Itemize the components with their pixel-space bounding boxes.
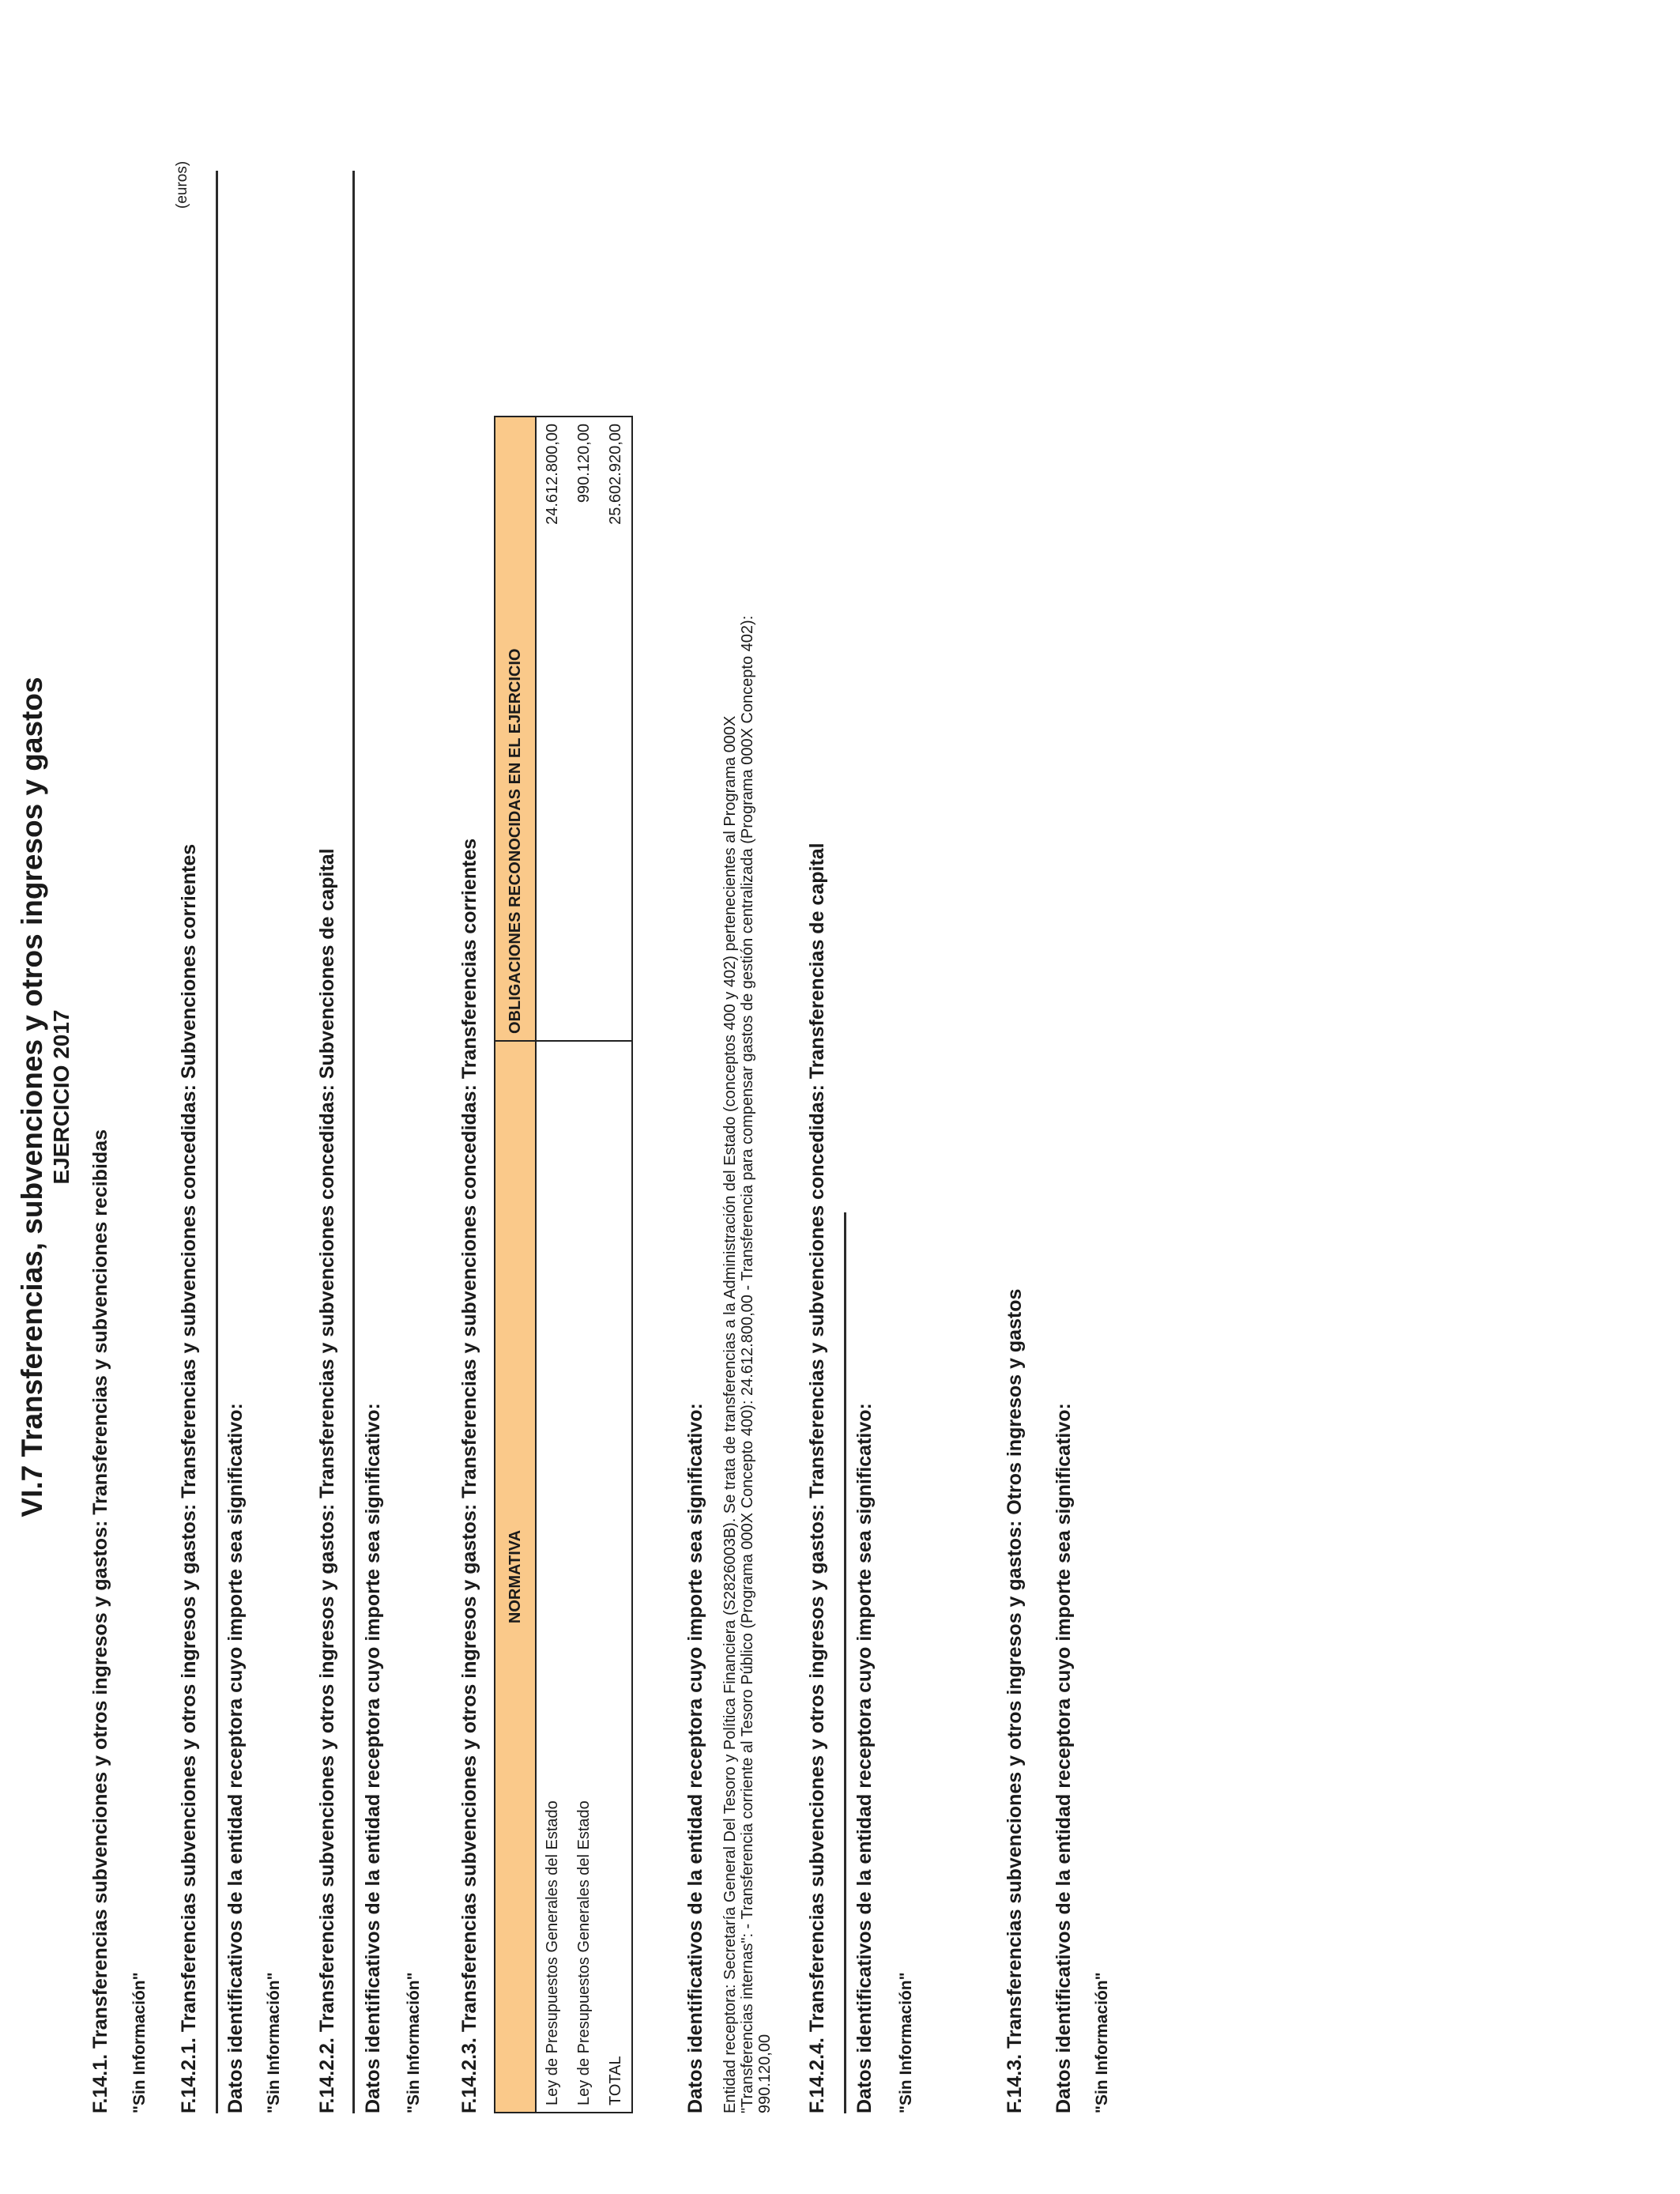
section-heading-f1421: F.14.2.1. Transferencias subvenciones y otros ingresos y gastos: Transferencias y subvenciones concedidas: Subvenciones corrientes: [178, 843, 200, 2113]
datos-identificativos-label: Datos identificativos de la entidad receptora cuyo importe sea significativo:: [684, 1403, 706, 2113]
section-heading-f1423: F.14.2.3. Transferencias subvenciones y otros ingresos y gastos: Transferencias y subvenciones concedidas: Transferencias corrientes: [458, 838, 480, 2113]
column-header-obligaciones: OBLIGACIONES RECONOCIDAS EN EL EJERCICIO: [495, 417, 536, 1041]
sin-informacion-f143: "Sin Información": [1093, 1972, 1111, 2113]
datos-identificativos-label: Datos identificativos de la entidad receptora cuyo importe sea significativo:: [853, 1403, 876, 2113]
section-heading-f1424: F.14.2.4. Transferencias subvenciones y otros ingresos y gastos: Transferencias y subvenciones concedidas: Transferencias de capital: [806, 843, 828, 2113]
datos-identificativos-label: Datos identificativos de la entidad receptora cuyo importe sea significativo:: [224, 1403, 247, 2113]
obligaciones-table: [494, 416, 633, 2113]
section-heading-f141: F.14.1. Transferencias subvenciones y otros ingresos y gastos: Transferencias y subvenciones recibidas: [89, 1129, 111, 2113]
transferencias-amount-line: 990.120,00: [756, 2034, 774, 2113]
section-divider: [844, 1212, 846, 2113]
amount-cell: 990.120,00: [568, 417, 600, 1041]
sin-informacion-f1424: "Sin Información": [897, 1972, 915, 2113]
normativa-cell: Ley de Presupuestos Generales del Estado: [568, 1041, 600, 2113]
section-divider: [216, 171, 218, 2113]
units-label: (euros): [174, 160, 190, 209]
normativa-cell: Ley de Presupuestos Generales del Estado: [536, 1041, 568, 2113]
total-amount-cell: 25.602.920,00: [600, 417, 632, 1041]
section-divider: [352, 171, 355, 2113]
amount-cell: 24.612.800,00: [536, 417, 568, 1041]
datos-identificativos-label: Datos identificativos de la entidad receptora cuyo importe sea significativo:: [362, 1403, 384, 2113]
sin-informacion-f141: "Sin Información": [130, 1972, 149, 2113]
page-subtitle: EJERCICIO 2017: [49, 1009, 73, 1185]
table-total-row: [600, 417, 632, 2113]
sin-informacion-f1421: "Sin Información": [265, 1972, 283, 2113]
section-heading-f143: F.14.3. Transferencias subvenciones y otros ingresos y gastos: Otros ingresos y gastos: [1004, 1288, 1026, 2113]
total-label-cell: TOTAL: [600, 1041, 632, 2113]
entidad-receptora-line: Entidad receptora: Secretaría General Del Tesoro y Política Financiera (S2826003B). Se trata de transferencias a la Administración del Estado (conceptos 400 y 402) pertenecientes al Programa 000X: [721, 715, 739, 2113]
table-header-row: [495, 417, 536, 2113]
table-row: [568, 417, 600, 2113]
section-heading-f1422: F.14.2.2. Transferencias subvenciones y otros ingresos y gastos: Transferencias y subvenciones concedidas: Subvenciones de capital: [316, 848, 338, 2113]
datos-identificativos-label: Datos identificativos de la entidad receptora cuyo importe sea significativo:: [1053, 1403, 1075, 2113]
transferencias-internas-line: "Transferencias internas": - Transferencia corriente al Tesoro Público (Programa 000X Concepto 400): 24.612.800,00 - Transferencia para compensar gastos de gestión centralizada (Programa 000X Concepto 402):: [739, 615, 756, 2113]
sin-informacion-f1422: "Sin Información": [405, 1972, 423, 2113]
column-header-normativa: NORMATIVA: [495, 1041, 536, 2113]
page-title: VI.7 Transferencias, subvenciones y otros ingresos y gastos: [16, 677, 48, 1517]
table-row: [536, 417, 568, 2113]
